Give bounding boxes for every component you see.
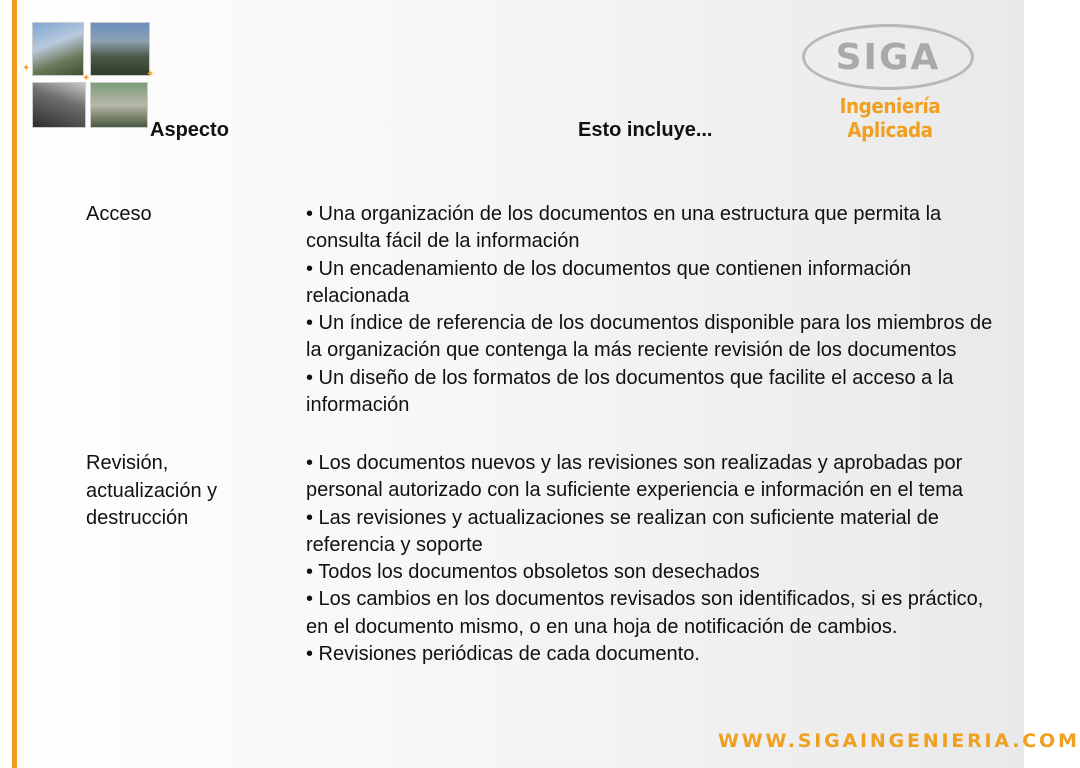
sparkle-icon: ✦	[22, 63, 31, 74]
list-item: • Revisiones periódicas de cada documento.	[306, 643, 700, 666]
sparkle-icon: ✦	[146, 69, 155, 80]
list-item: • Una organización de los documentos en una estructura que permita la consulta fácil de la información	[306, 203, 942, 253]
siga-logo	[800, 18, 980, 142]
logo-wordmark: SIGA	[835, 37, 941, 78]
plant-photo	[90, 22, 150, 76]
list-item: • Los cambios en los documentos revisados son identificados, si es práctico, en el documento mismo, o en una hoja de notificación de cambios.	[306, 588, 984, 638]
row-aspect-access: Acceso	[86, 203, 152, 225]
list-item: • Las revisiones y actualizaciones se realizan con suficiente material de referencia y soporte	[306, 506, 939, 556]
column-header-includes: Esto incluye...	[578, 119, 713, 141]
column-header-aspect: Aspecto	[150, 119, 229, 141]
footer-website: WWW.SIGAINGENIERIA.COM	[718, 730, 1080, 752]
facility-photo	[90, 82, 148, 128]
building-photo	[32, 22, 84, 76]
row-aspect-revision: Revisión, actualización y destrucción	[86, 452, 218, 529]
photo-collage	[22, 18, 162, 130]
list-item: • Todos los documentos obsoletos son desechados	[306, 561, 760, 584]
list-item: • Los documentos nuevos y las revisiones son realizadas y aprobadas por personal autorizado con la suficiente experiencia e información en el tema	[306, 452, 964, 502]
list-item: • Un diseño de los formatos de los documentos que facilite el acceso a la información	[306, 366, 954, 417]
orange-side-rule	[12, 0, 17, 768]
sparkle-icon: ✦	[82, 73, 91, 84]
row-items-access	[306, 201, 1006, 419]
logo-tagline: Ingeniería Aplicada	[839, 94, 941, 142]
list-item: • Un índice de referencia de los documentos disponible para los miembros de la organización que contenga la más reciente revisión de los documentos	[306, 312, 993, 362]
list-item: • Un encadenamiento de los documentos que contienen información relacionada	[306, 257, 912, 307]
row-items-revision	[306, 450, 1006, 668]
machinery-photo	[32, 82, 86, 128]
